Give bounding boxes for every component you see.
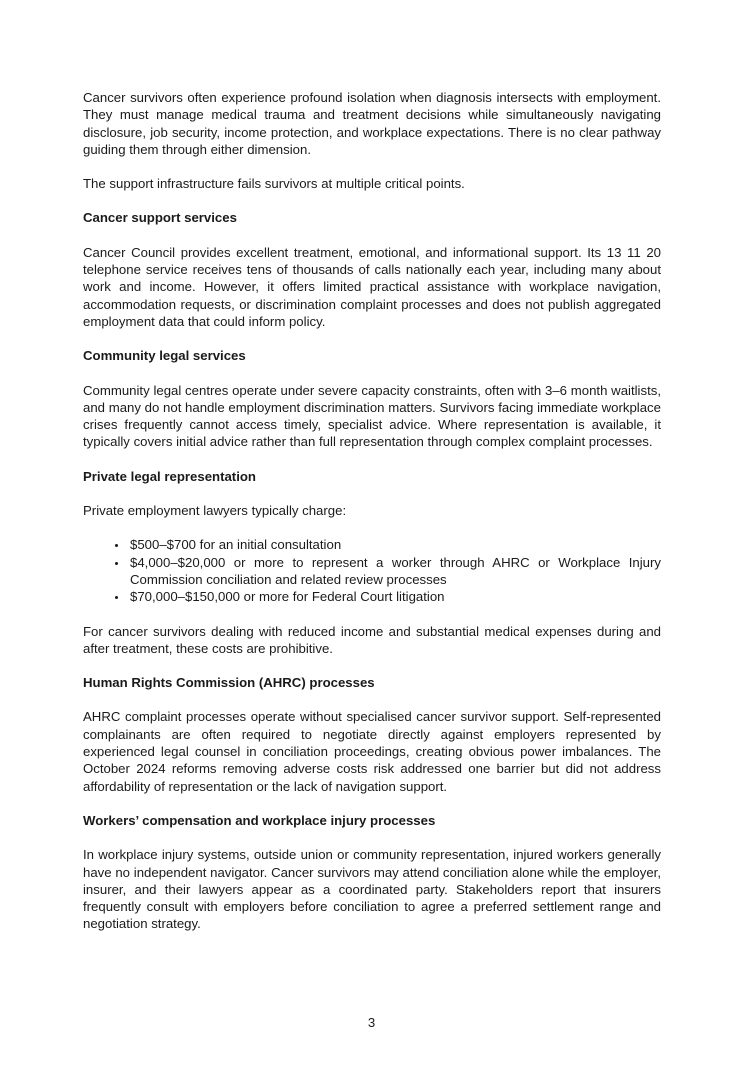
bullet-item-initial-consultation: • $500–$700 for an initial consultation (128, 536, 661, 553)
bullet-item-federal-court: • $70,000–$150,000 or more for Federal Court litigation (128, 588, 661, 605)
bullet-item-ahrc-representation: • $4,000–$20,000 or more to represent a worker through AHRC or Workplace Injury Commission conciliation and related review processes (128, 554, 661, 589)
support-infrastructure-paragraph: The support infrastructure fails survivors at multiple critical points. (83, 176, 465, 192)
section-heading-private-legal: Private legal representation (83, 468, 256, 484)
document-body (83, 89, 661, 950)
section-heading-workers-comp: Workers’ compensation and workplace injury processes (83, 812, 436, 828)
section-heading-cancer-support: Cancer support services (83, 210, 237, 226)
cancer-support-paragraph: Cancer Council provides excellent treatment, emotional, and informational support. Its 13 11 20 telephone service receives tens of thousands of calls nationally each year, including many about work and income. However, it offers limited practical assistance with workplace navigation, accommodation requests, or discrimination complaint processes and does not publish aggregated employment data that could inform policy. (83, 244, 661, 329)
legal-cost-bullet-list (83, 536, 661, 605)
ahrc-paragraph: AHRC complaint processes operate without specialised cancer survivor support. Self-represented complainants are often required to negotiate directly against employers represented by experienced legal counsel in conciliation proceedings, creating obvious power imbalances. The October 2024 reforms removing adverse costs risk addressed one barrier but did not address affordability of representation or the lack of navigation support. (83, 709, 661, 794)
workers-comp-paragraph: In workplace injury systems, outside union or community representation, injured workers generally have no independent navigator. Cancer survivors may attend conciliation alone while the employer, insurer, and their lawyers appear as a coordinated party. Stakeholders report that insurers frequently consult with employers before conciliation to agree a preferred settlement range and negotiation strategy. (83, 847, 661, 932)
community-legal-paragraph: Community legal centres operate under severe capacity constraints, often with 3–6 month waitlists, and many do not handle employment discrimination matters. Survivors facing immediate workplace crises frequently cannot access timely, specialist advice. Where representation is available, it typically covers initial advice rather than full representation through complex complaint processes. (83, 382, 661, 450)
private-legal-lead-paragraph: Private employment lawyers typically charge: (83, 503, 347, 519)
section-heading-community-legal: Community legal services (83, 348, 246, 364)
private-legal-after-paragraph: For cancer survivors dealing with reduced income and substantial medical expenses during and after treatment, these costs are prohibitive. (83, 623, 661, 656)
page-number: 3 (367, 1015, 376, 1030)
section-heading-ahrc: Human Rights Commission (AHRC) processes (83, 675, 375, 691)
intro-paragraph: Cancer survivors often experience profound isolation when diagnosis intersects with employment. They must manage medical trauma and treatment decisions while simultaneously navigating disclosure, job security, income protection, and workplace expectations. There is no clear pathway guiding them through either dimension. (83, 90, 661, 157)
